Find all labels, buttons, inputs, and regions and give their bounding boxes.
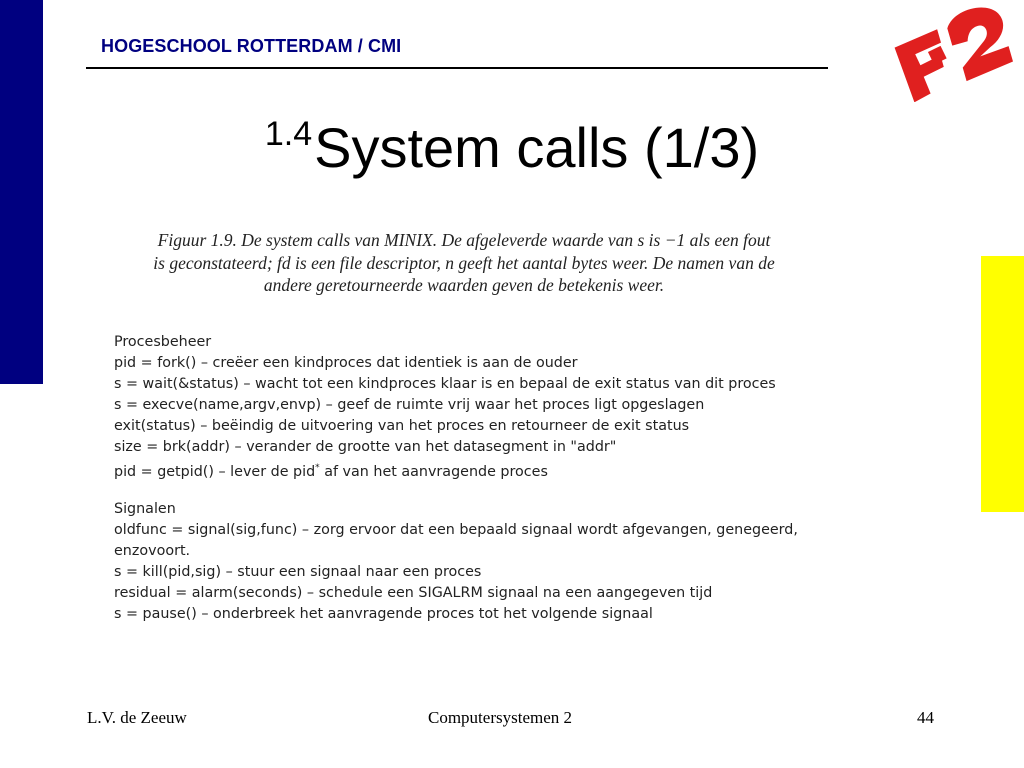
figure-caption (108, 229, 820, 297)
list-item-text: pid = getpid() – lever de pid (114, 464, 316, 480)
list-item: size = brk(addr) – verander de grootte van het datasegment in "addr" (114, 439, 617, 455)
footnote-mark: * (315, 463, 320, 473)
slide-title (0, 98, 1024, 184)
list-item: enzovoort. (114, 543, 191, 559)
figure-caption-line: is geconstateerd; fd is een file descriptor, n geeft het aantal bytes weer. De namen van de (153, 252, 775, 273)
footer-author: L.V. de Zeeuw (87, 708, 187, 727)
section-heading: Procesbeheer (114, 334, 212, 350)
section-procesbeheer (114, 332, 874, 483)
header-institution: HOGESCHOOL ROTTERDAM / CMI (101, 36, 402, 56)
list-item (114, 458, 874, 483)
list-item: s = execve(name,argv,envp) – geef de ruimte vrij waar het proces ligt opgeslagen (114, 397, 705, 413)
footer-course: Computersystemen 2 (428, 708, 573, 727)
list-item: s = kill(pid,sig) – stuur een signaal naar een proces (114, 564, 482, 580)
list-item: s = wait(&status) – wacht tot een kindproces klaar is en bepaal de exit status van dit proces (114, 376, 776, 392)
slide-title-number: 1.4 (264, 115, 313, 153)
list-item: oldfunc = signal(sig,func) – zorg ervoor dat een bepaald signaal wordt afgevangen, genegeerd, (114, 522, 798, 538)
slide-title-text: System calls (1/3) (314, 116, 760, 179)
header-divider (86, 67, 828, 69)
section-heading: Signalen (114, 501, 176, 517)
list-item: s = pause() – onderbreek het aanvragende proces tot het volgende signaal (114, 606, 653, 622)
list-item: residual = alarm(seconds) – schedule een SIGALRM signaal na een aangegeven tijd (114, 585, 713, 601)
right-accent-bar (981, 256, 1024, 512)
list-item-text-suffix: af van het aanvragende proces (319, 464, 548, 480)
list-item: pid = fork() – creëer een kindproces dat identiek is aan de ouder (114, 355, 578, 371)
hogeschool-rotterdam-logo (888, 2, 1016, 102)
section-signalen (114, 499, 874, 625)
left-accent-bar (0, 0, 43, 384)
footer-page-number: 44 (917, 708, 934, 727)
list-item: exit(status) – beëindig de uitvoering van het proces en retourneer de exit status (114, 418, 690, 434)
figure-caption-line: Figuur 1.9. De system calls van MINIX. De afgeleverde waarde van s is −1 als een fout (157, 230, 771, 250)
figure-caption-line: andere geretourneerde waarden geven de betekenis weer. (263, 275, 665, 295)
